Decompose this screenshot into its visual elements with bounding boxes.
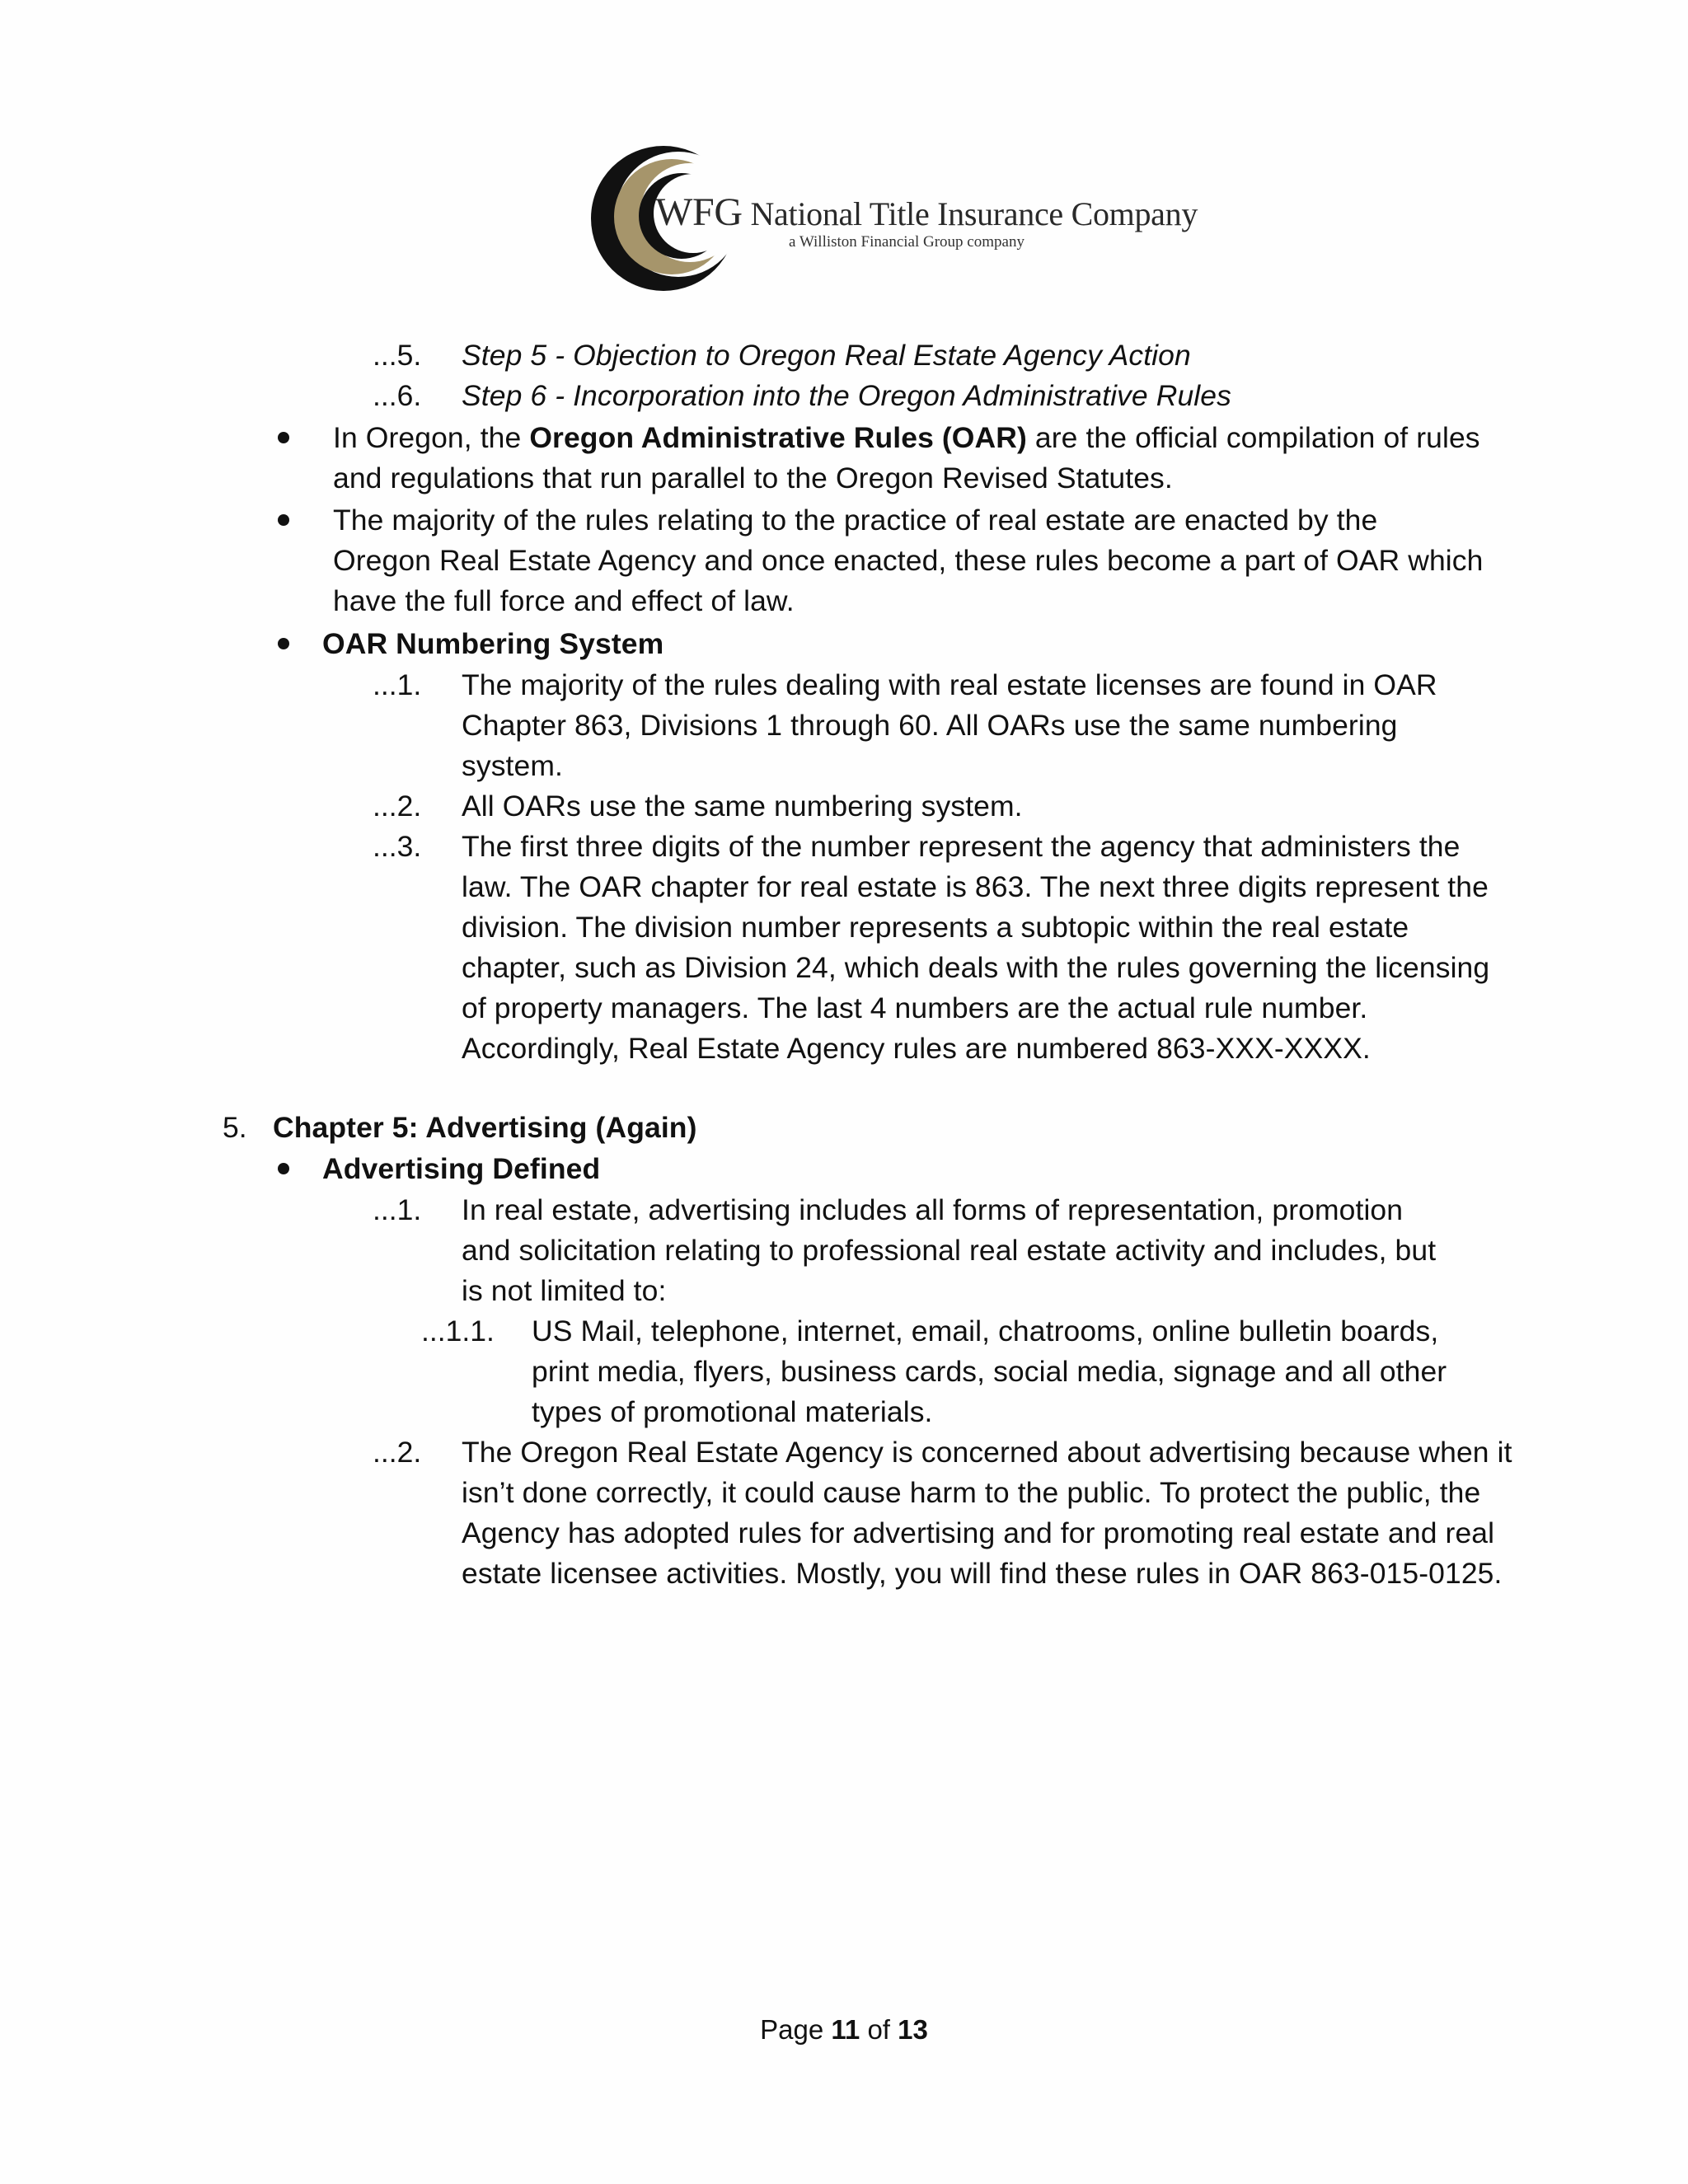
section-heading: Advertising Defined bbox=[322, 1152, 601, 1185]
list-item-line: division. The division number represents a subtopic within the real estate bbox=[462, 911, 1409, 944]
sublist-item-line: US Mail, telephone, internet, email, chatrooms, online bulletin boards, bbox=[532, 1315, 1439, 1347]
list-item-line: isn’t done correctly, it could cause harm to the public. To protect the public, the bbox=[462, 1476, 1481, 1509]
step-text: Step 5 - Objection to Oregon Real Estate Agency Action bbox=[462, 339, 1191, 372]
list-item-line: The Oregon Real Estate Agency is concerned about advertising because when it bbox=[462, 1436, 1512, 1469]
oar-paragraph-line: and regulations that run parallel to the Oregon Revised Statutes. bbox=[333, 462, 1173, 494]
list-item-line: chapter, such as Division 24, which deals with the rules governing the licensing bbox=[462, 951, 1490, 984]
list-number: ...1. bbox=[373, 1193, 422, 1226]
sublist-item-line: types of promotional materials. bbox=[532, 1395, 933, 1428]
of-label: of bbox=[867, 2014, 890, 2045]
bullet-icon bbox=[278, 514, 289, 526]
step-number: ...5. bbox=[373, 339, 422, 372]
bullet-icon bbox=[278, 432, 289, 443]
list-item-line: of property managers. The last 4 numbers are the actual rule number. bbox=[462, 991, 1368, 1024]
step-number: ...6. bbox=[373, 379, 422, 412]
list-number: ...3. bbox=[373, 830, 422, 863]
chapter-number: 5. bbox=[223, 1111, 247, 1144]
list-item-line: In real estate, advertising includes all forms of representation, promotion bbox=[462, 1193, 1404, 1226]
current-page-number: 11 bbox=[831, 2014, 860, 2045]
majority-paragraph-line: The majority of the rules relating to the practice of real estate are enacted by the bbox=[333, 504, 1378, 537]
list-item-line: estate licensee activities. Mostly, you will find these rules in OAR 863-015-0125. bbox=[462, 1557, 1503, 1590]
list-item-line: The first three digits of the number represent the agency that administers the bbox=[462, 830, 1461, 863]
list-item-line: is not limited to: bbox=[462, 1274, 667, 1307]
list-number: ...2. bbox=[373, 790, 422, 823]
list-number: ...2. bbox=[373, 1436, 422, 1469]
list-item-line: Accordingly, Real Estate Agency rules are numbered 863-XXX-XXXX. bbox=[462, 1032, 1371, 1065]
sublist-item-line: print media, flyers, business cards, social media, signage and all other bbox=[532, 1355, 1447, 1388]
majority-paragraph-line: Oregon Real Estate Agency and once enacted, these rules become a part of OAR which bbox=[333, 544, 1484, 577]
chapter-title: Chapter 5: Advertising (Again) bbox=[273, 1111, 697, 1144]
list-item-line: Chapter 863, Divisions 1 through 60. All OARs use the same numbering bbox=[462, 709, 1398, 742]
oar-paragraph-line: In Oregon, the Oregon Administrative Rules (OAR) are the official compilation of rules bbox=[333, 421, 1480, 454]
section-heading: OAR Numbering System bbox=[322, 627, 664, 660]
page-label: Page bbox=[760, 2014, 824, 2045]
step-text: Step 6 - Incorporation into the Oregon Administrative Rules bbox=[462, 379, 1231, 412]
bullet-icon bbox=[278, 1163, 289, 1174]
list-item-line: system. bbox=[462, 749, 563, 782]
list-item-line: and solicitation relating to professional real estate activity and includes, but bbox=[462, 1234, 1437, 1267]
page-footer bbox=[0, 2011, 1688, 2048]
company-logo bbox=[589, 140, 1198, 297]
list-item-line: The majority of the rules dealing with real estate licenses are found in OAR bbox=[462, 668, 1437, 701]
sublist-number: ...1.1. bbox=[421, 1315, 495, 1347]
majority-paragraph-line: have the full force and effect of law. bbox=[333, 584, 795, 617]
list-item-line: Agency has adopted rules for advertising and for promoting real estate and real bbox=[462, 1516, 1495, 1549]
list-item-line: All OARs use the same numbering system. bbox=[462, 790, 1023, 823]
bullet-icon bbox=[278, 638, 289, 649]
list-number: ...1. bbox=[373, 668, 422, 701]
logo-tagline: a Williston Financial Group company bbox=[789, 233, 1025, 251]
total-pages-number: 13 bbox=[898, 2014, 928, 2045]
logo-brand-name: WFG National Title Insurance Company bbox=[655, 190, 1198, 234]
list-item-line: law. The OAR chapter for real estate is 863. The next three digits represent the bbox=[462, 870, 1489, 903]
